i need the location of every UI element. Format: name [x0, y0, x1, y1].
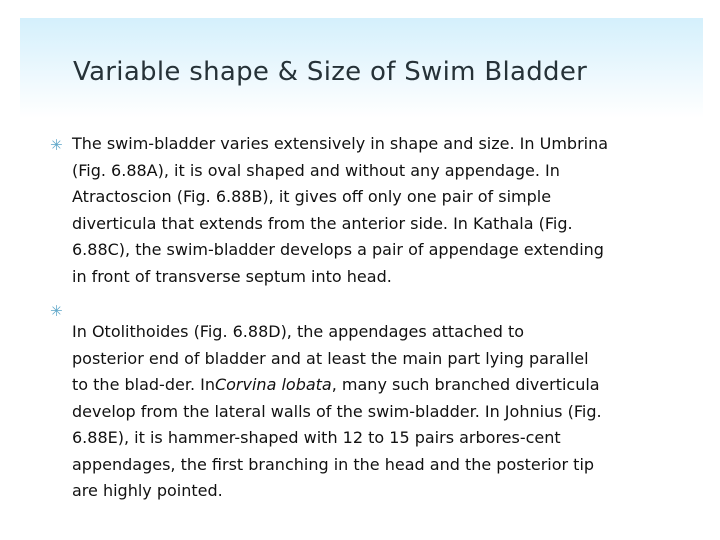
- bullet-paragraph-1: [72, 131, 697, 290]
- slide-title: Variable shape & Size of Swim Bladder: [73, 57, 588, 87]
- bullet-paragraph-2: [72, 319, 697, 505]
- paragraph-line: [72, 372, 697, 399]
- asterisk-bullet-icon: ✳: [50, 136, 63, 154]
- paragraph-line: In Otolithoides (Fig. 6.88D), the appendages attached to: [72, 322, 525, 341]
- paragraph-line: 6.88C), the swim-bladder develops a pair of appendage extending: [72, 240, 604, 259]
- paragraph-line: in front of transverse septum into head.: [72, 266, 392, 286]
- paragraph-line: 6.88E), it is hammer-shaped with 12 to 15 pairs arbores-cent: [72, 428, 561, 447]
- paragraph-line: diverticula that extends from the anterior side. In Kathala (Fig.: [72, 213, 573, 233]
- text-run: to the blad-der. In: [72, 375, 215, 394]
- paragraph-line: are highly pointed.: [72, 481, 223, 500]
- text-run: , many such branched diverticula: [331, 375, 600, 394]
- paragraph-line: (Fig. 6.88A), it is oval shaped and without any appendage. In: [72, 160, 560, 180]
- paragraph-line: Atractoscion (Fig. 6.88B), it gives off only one pair of simple: [72, 187, 552, 206]
- asterisk-bullet-icon: ✳: [50, 302, 63, 320]
- species-name-italic: Corvina lobata: [214, 375, 332, 394]
- paragraph-line: posterior end of bladder and at least the main part lying parallel: [72, 348, 589, 368]
- paragraph-line: develop from the lateral walls of the swim-bladder. In Johnius (Fig.: [72, 401, 602, 421]
- paragraph-line: The swim-bladder varies extensively in shape and size. In Umbrina: [72, 134, 609, 153]
- paragraph-line: appendages, the first branching in the head and the posterior tip: [72, 454, 595, 474]
